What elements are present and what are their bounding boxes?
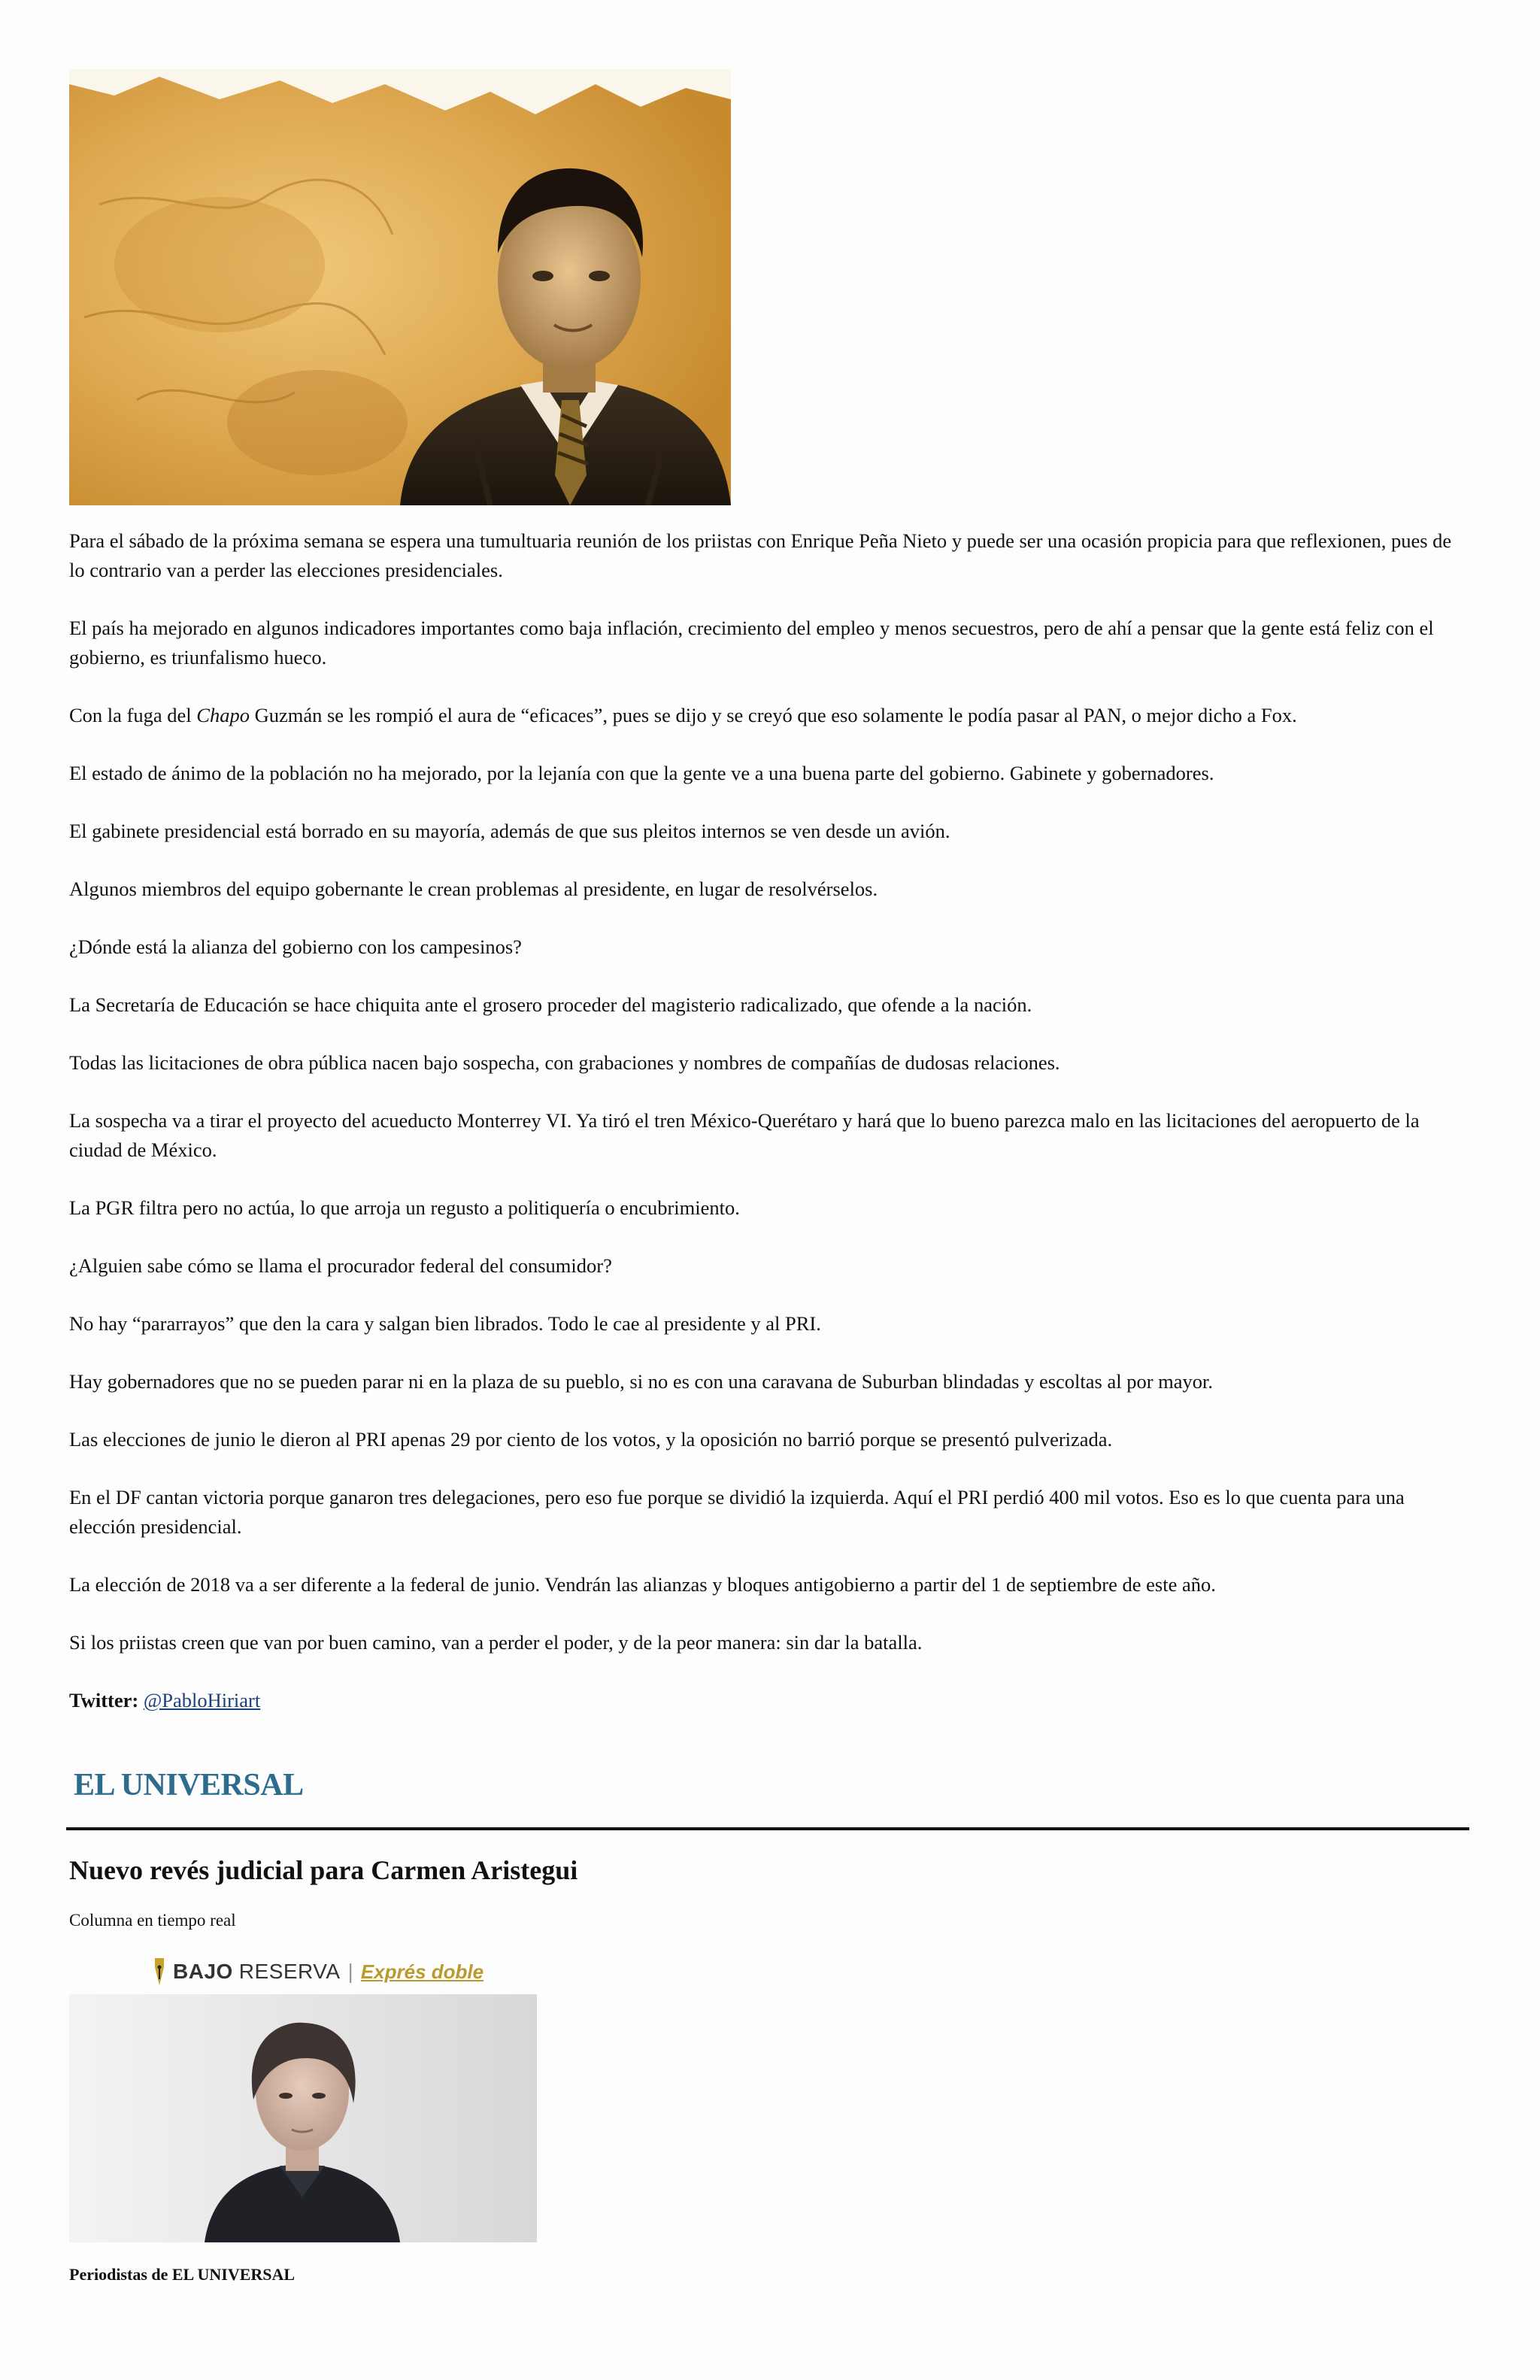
bajo-reserva-brand <box>152 1955 484 1988</box>
paragraph-7: ¿Dónde está la alianza del gobierno con los campesinos? <box>69 935 522 958</box>
fountain-pen-icon <box>152 1957 167 1987</box>
paragraph-17: La elección de 2018 va a ser diferente a la federal de junio. Vendrán las alianzas y bloques antigobierno a partir del 1 de septiembre de este año. <box>69 1573 1216 1596</box>
paragraph-4: El estado de ánimo de la población no ha mejorado, por la lejanía con que la gente ve a una buena parte del gobierno. Gabinete y gobernadores. <box>69 762 1214 784</box>
related-portrait-image[interactable] <box>69 1994 537 2242</box>
paragraph-9: Todas las licitaciones de obra pública nacen bajo sospecha, con grabaciones y nombres de compañías de dudosas relaciones. <box>69 1051 1060 1074</box>
paragraph-15: Las elecciones de junio le dieron al PRI apenas 29 por ciento de los votos, y la oposición no barrió porque se presentó pulverizada. <box>69 1428 1113 1451</box>
brand-separator: | <box>347 1960 353 1983</box>
paragraph-12: ¿Alguien sabe cómo se llama el procurador federal del consumidor? <box>69 1254 612 1277</box>
paragraph-16: En el DF cantan victoria porque ganaron tres delegaciones, pero eso fue porque se dividió la izquierda. Aquí el PRI perdió 400 mil votos. Eso es lo que cuenta para una elección presidencial. <box>69 1486 1405 1538</box>
hero-portrait-graphic <box>69 69 731 505</box>
paragraph-2: El país ha mejorado en algunos indicadores importantes como baja inflación, crecimiento del empleo y menos secuestros, pero de ahí a pensar que la gente está feliz con el gobierno, es triunfalismo hueco. <box>69 617 1434 669</box>
paragraph-11: La PGR filtra pero no actúa, lo que arroja un regusto a politiquería o encubrimiento. <box>69 1196 740 1219</box>
paragraph-10: La sospecha va a tirar el proyecto del acueducto Monterrey VI. Ya tiró el tren México-Querétaro y hará que lo bueno parezca malo en las licitaciones del aeropuerto de la ciudad de México. <box>69 1109 1420 1161</box>
paragraph-18: Si los priistas creen que van por buen camino, van a perder el poder, y de la peor manera: sin dar la batalla. <box>69 1631 923 1654</box>
related-headline[interactable]: Nuevo revés judicial para Carmen Aristegui <box>69 1855 578 1885</box>
paragraph-3-end: Guzmán se les rompió el aura de “eficaces”, pues se dijo y se creyó que eso solamente le podía pasar al PAN, o mejor dicho a Fox. <box>249 704 1297 726</box>
brand-bajo: BAJO <box>173 1960 233 1983</box>
paragraph-8: La Secretaría de Educación se hace chiquita ante el grosero proceder del magisterio radicalizado, que ofende a la nación. <box>69 993 1032 1016</box>
twitter-handle-link[interactable]: @PabloHiriart <box>143 1689 261 1711</box>
brand-reserva: RESERVA <box>238 1960 341 1983</box>
paragraph-3-start: Con la fuga del <box>69 704 197 726</box>
twitter-label: Twitter: <box>69 1689 139 1711</box>
related-subhead: Columna en tiempo real <box>69 1911 236 1930</box>
paragraph-14: Hay gobernadores que no se pueden parar ni en la plaza de su pueblo, si no es con una caravana de Suburban blindadas y escoltas al por mayor. <box>69 1370 1214 1393</box>
section-divider <box>66 1827 1469 1830</box>
hero-image <box>69 69 731 505</box>
paragraph-3-italic: Chapo <box>196 704 250 726</box>
paragraph-6: Algunos miembros del equipo gobernante le crean problemas al presidente, en lugar de resolvérselos. <box>69 878 878 900</box>
portrait-graphic <box>69 1994 537 2242</box>
paragraph-5: El gabinete presidencial está borrado en su mayoría, además de que sus pleitos internos se ven desde un avión. <box>69 820 950 842</box>
brand-expres-doble: Exprés doble <box>360 1960 484 1983</box>
paragraph-3 <box>69 701 1468 730</box>
el-universal-logo[interactable]: EL UNIVERSAL <box>74 1768 304 1802</box>
twitter-line <box>69 1686 1468 1715</box>
paragraph-13: No hay “pararrayos” que den la cara y salgan bien librados. Todo le cae al presidente y al PRI. <box>69 1312 821 1335</box>
paragraph-1: Para el sábado de la próxima semana se espera una tumultuaria reunión de los priistas con Enrique Peña Nieto y puede ser una ocasión propicia para que reflexionen, pues de lo contrario van a perder las elecciones presidenciales. <box>69 529 1452 581</box>
related-byline: Periodistas de EL UNIVERSAL <box>69 2265 296 2284</box>
article-body <box>69 526 1468 1715</box>
